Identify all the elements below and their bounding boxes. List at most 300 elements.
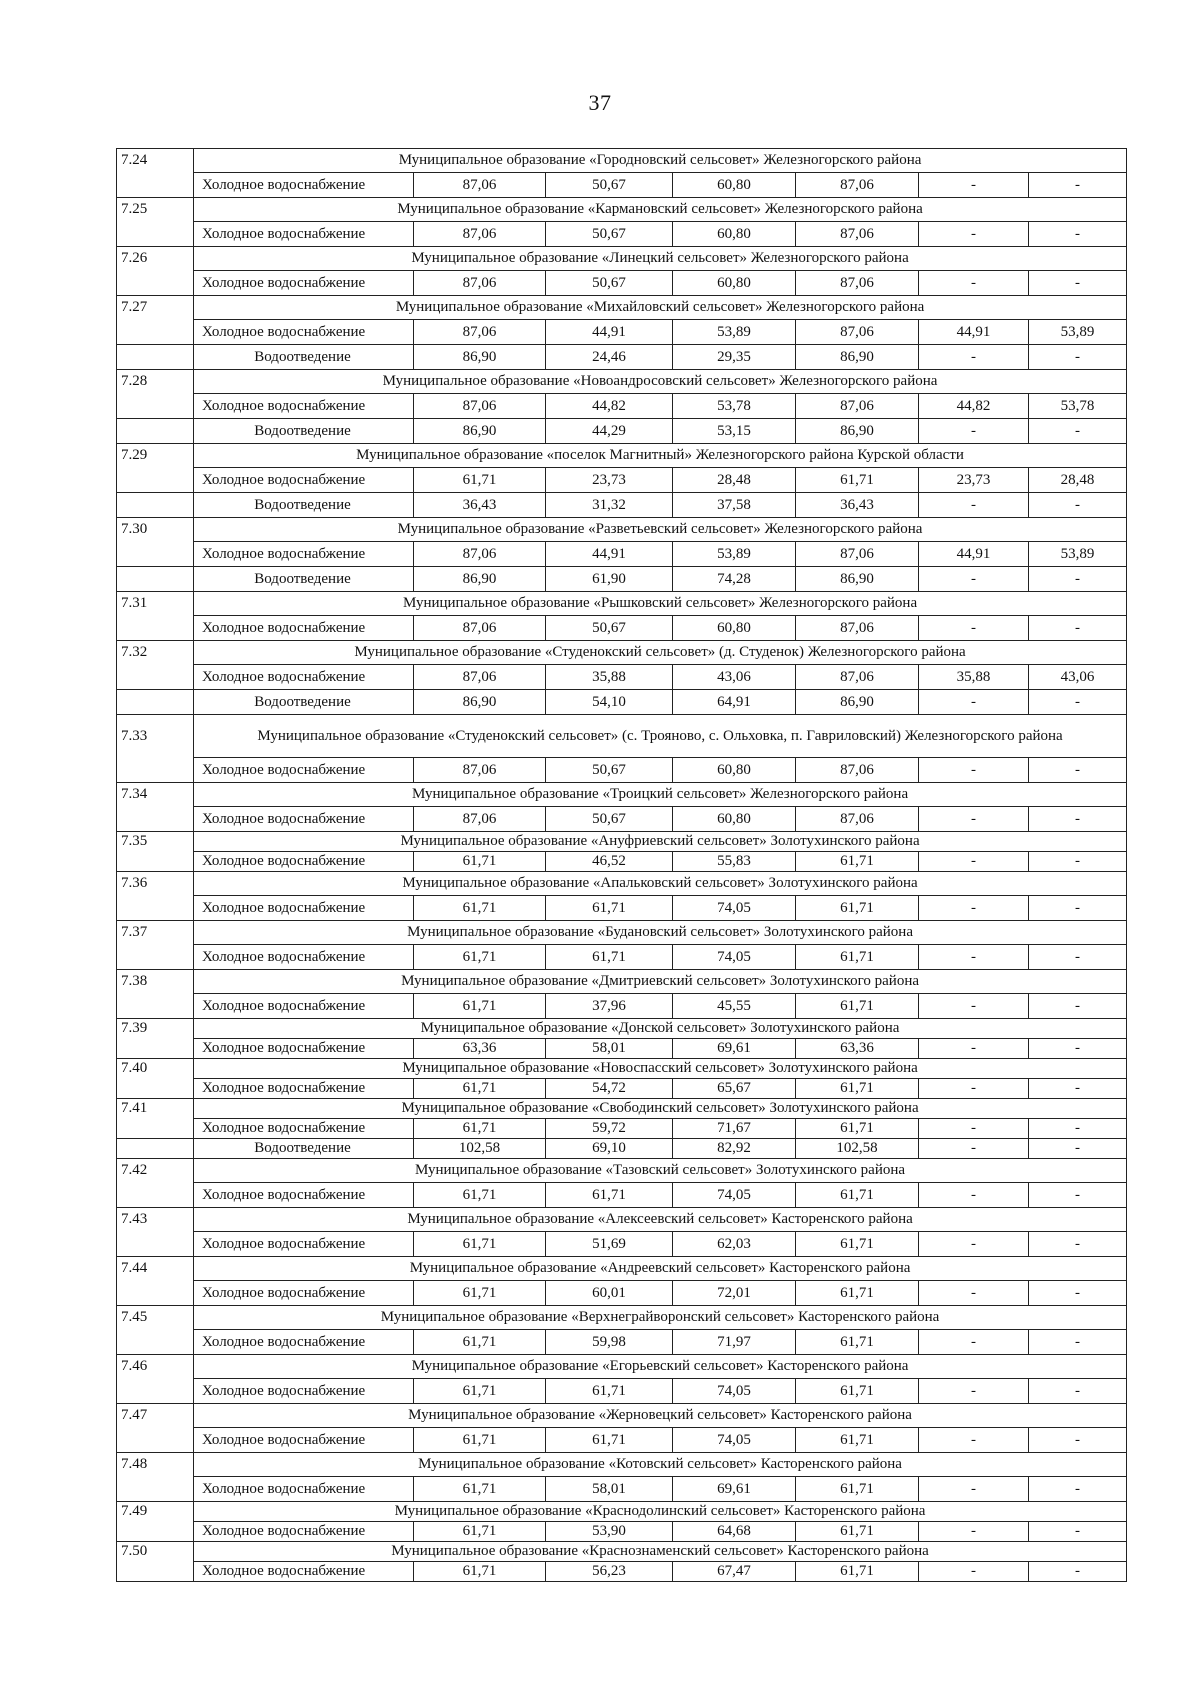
section-header-row: [117, 247, 1127, 271]
tariff-value-cell: 61,71: [414, 1330, 546, 1355]
tariff-value-cell: 28,48: [1029, 468, 1127, 493]
tariff-value-cell: 59,98: [546, 1330, 673, 1355]
row-number-cell: [117, 1281, 194, 1306]
row-number-cell: [117, 419, 194, 444]
tariff-value-cell: 53,89: [673, 542, 796, 567]
tariff-value-cell: 61,71: [414, 1232, 546, 1257]
tariff-value-cell: 56,23: [546, 1562, 673, 1582]
empty-value-cell: -: [919, 1281, 1029, 1306]
empty-value-cell: -: [919, 1079, 1029, 1099]
row-number-cell: [117, 896, 194, 921]
tariff-value-cell: 74,05: [673, 1183, 796, 1208]
tariff-value-cell: 50,67: [546, 222, 673, 247]
table-row: [117, 1379, 1127, 1404]
service-name: Холодное водоснабжение: [194, 173, 414, 198]
section-title: Муниципальное образование «Тазовский сельсовет» Золотухинского района: [194, 1159, 1127, 1183]
section-number: 7.26: [117, 247, 194, 271]
empty-value-cell: -: [919, 1522, 1029, 1542]
row-number-cell: [117, 567, 194, 592]
tariff-value-cell: 74,05: [673, 896, 796, 921]
empty-value-cell: -: [919, 1119, 1029, 1139]
service-name: Холодное водоснабжение: [194, 1039, 414, 1059]
service-name: Холодное водоснабжение: [194, 394, 414, 419]
table-row: [117, 1428, 1127, 1453]
tariff-value-cell: 82,92: [673, 1139, 796, 1159]
tariff-value-cell: 87,06: [414, 616, 546, 641]
section-number: 7.27: [117, 296, 194, 320]
row-number-cell: [117, 1330, 194, 1355]
tariff-value-cell: 87,06: [796, 173, 919, 198]
section-header-row: [117, 1019, 1127, 1039]
table-row: [117, 1183, 1127, 1208]
tariff-value-cell: 61,71: [414, 468, 546, 493]
tariff-value-cell: 53,15: [673, 419, 796, 444]
section-header-row: [117, 518, 1127, 542]
section-number: 7.36: [117, 872, 194, 896]
tariff-value-cell: 61,71: [414, 1477, 546, 1502]
tariff-value-cell: 61,71: [796, 1522, 919, 1542]
tariff-value-cell: 62,03: [673, 1232, 796, 1257]
section-number: 7.50: [117, 1542, 194, 1562]
section-header-row: [117, 370, 1127, 394]
section-title: Муниципальное образование «Донской сельсовет» Золотухинского района: [194, 1019, 1127, 1039]
tariff-value-cell: 60,80: [673, 616, 796, 641]
tariff-value-cell: 86,90: [796, 567, 919, 592]
tariff-value-cell: 86,90: [796, 419, 919, 444]
tariff-value-cell: 44,82: [546, 394, 673, 419]
tariff-value-cell: 86,90: [414, 690, 546, 715]
section-header-row: [117, 198, 1127, 222]
tariff-value-cell: 86,90: [414, 419, 546, 444]
table-row: [117, 896, 1127, 921]
tariff-value-cell: 87,06: [414, 758, 546, 783]
section-number: 7.46: [117, 1355, 194, 1379]
row-number-cell: [117, 1039, 194, 1059]
tariff-value-cell: 60,80: [673, 222, 796, 247]
empty-value-cell: -: [919, 1428, 1029, 1453]
tariff-value-cell: 60,80: [673, 807, 796, 832]
tariff-value-cell: 71,97: [673, 1330, 796, 1355]
empty-value-cell: -: [1029, 1330, 1127, 1355]
tariff-value-cell: 61,71: [796, 1183, 919, 1208]
empty-value-cell: -: [919, 1562, 1029, 1582]
service-name: Холодное водоснабжение: [194, 1119, 414, 1139]
tariff-value-cell: 74,05: [673, 1379, 796, 1404]
tariff-value-cell: 61,71: [546, 945, 673, 970]
row-number-cell: [117, 1428, 194, 1453]
tariff-value-cell: 44,91: [919, 542, 1029, 567]
tariff-value-cell: 61,71: [414, 1428, 546, 1453]
empty-value-cell: -: [1029, 758, 1127, 783]
tariff-value-cell: 61,71: [796, 945, 919, 970]
empty-value-cell: -: [919, 419, 1029, 444]
row-number-cell: [117, 173, 194, 198]
tariff-value-cell: 50,67: [546, 616, 673, 641]
tariff-value-cell: 69,10: [546, 1139, 673, 1159]
empty-value-cell: -: [1029, 1562, 1127, 1582]
section-header-row: [117, 641, 1127, 665]
tariff-value-cell: 61,71: [796, 1330, 919, 1355]
empty-value-cell: -: [1029, 852, 1127, 872]
tariff-value-cell: 87,06: [414, 271, 546, 296]
row-number-cell: [117, 1119, 194, 1139]
tariff-value-cell: 87,06: [414, 320, 546, 345]
tariff-value-cell: 50,67: [546, 271, 673, 296]
section-header-row: [117, 1453, 1127, 1477]
section-number: 7.35: [117, 832, 194, 852]
section-number: 7.37: [117, 921, 194, 945]
empty-value-cell: -: [919, 1232, 1029, 1257]
section-header-row: [117, 832, 1127, 852]
empty-value-cell: -: [919, 1330, 1029, 1355]
service-name: Холодное водоснабжение: [194, 758, 414, 783]
row-number-cell: [117, 542, 194, 567]
tariff-value-cell: 36,43: [796, 493, 919, 518]
tariff-value-cell: 87,06: [796, 807, 919, 832]
empty-value-cell: -: [919, 1039, 1029, 1059]
row-number-cell: [117, 394, 194, 419]
section-header-row: [117, 1059, 1127, 1079]
empty-value-cell: -: [919, 852, 1029, 872]
tariff-value-cell: 61,71: [796, 1079, 919, 1099]
table-row: [117, 1119, 1127, 1139]
service-name: Водоотведение: [194, 493, 414, 518]
empty-value-cell: -: [919, 1477, 1029, 1502]
tariff-value-cell: 87,06: [414, 665, 546, 690]
tariff-value-cell: 61,71: [796, 896, 919, 921]
tariff-value-cell: 61,71: [414, 896, 546, 921]
tariff-value-cell: 61,71: [414, 1522, 546, 1542]
row-number-cell: [117, 271, 194, 296]
tariff-value-cell: 43,06: [1029, 665, 1127, 690]
table-row: [117, 1232, 1127, 1257]
service-name: Холодное водоснабжение: [194, 1183, 414, 1208]
service-name: Холодное водоснабжение: [194, 468, 414, 493]
row-number-cell: [117, 468, 194, 493]
tariff-value-cell: 86,90: [796, 690, 919, 715]
tariff-value-cell: 60,01: [546, 1281, 673, 1306]
table-row: [117, 468, 1127, 493]
tariff-value-cell: 50,67: [546, 173, 673, 198]
section-title: Муниципальное образование «Верхнеграйворонский сельсовет» Касторенского района: [194, 1306, 1127, 1330]
tariff-value-cell: 65,67: [673, 1079, 796, 1099]
empty-value-cell: -: [1029, 1477, 1127, 1502]
table-row: [117, 173, 1127, 198]
table-row: [117, 665, 1127, 690]
table-row: [117, 1039, 1127, 1059]
section-title: Муниципальное образование «Котовский сельсовет» Касторенского района: [194, 1453, 1127, 1477]
section-title: Муниципальное образование «Андреевский сельсовет» Касторенского района: [194, 1257, 1127, 1281]
service-name: Холодное водоснабжение: [194, 1379, 414, 1404]
tariff-value-cell: 74,28: [673, 567, 796, 592]
section-header-row: [117, 1404, 1127, 1428]
service-name: Холодное водоснабжение: [194, 320, 414, 345]
tariff-value-cell: 44,91: [546, 320, 673, 345]
service-name: Холодное водоснабжение: [194, 1281, 414, 1306]
section-header-row: [117, 1355, 1127, 1379]
tariff-value-cell: 31,32: [546, 493, 673, 518]
table-row: [117, 994, 1127, 1019]
tariff-value-cell: 61,71: [414, 1281, 546, 1306]
service-name: Холодное водоснабжение: [194, 1562, 414, 1582]
section-title: Муниципальное образование «Жерновецкий сельсовет» Касторенского района: [194, 1404, 1127, 1428]
section-number: 7.30: [117, 518, 194, 542]
section-title: Муниципальное образование «Егорьевский сельсовет» Касторенского района: [194, 1355, 1127, 1379]
tariff-value-cell: 61,71: [796, 1119, 919, 1139]
row-number-cell: [117, 1232, 194, 1257]
service-name: Холодное водоснабжение: [194, 994, 414, 1019]
section-title: Муниципальное образование «Дмитриевский сельсовет» Золотухинского района: [194, 970, 1127, 994]
tariff-value-cell: 54,72: [546, 1079, 673, 1099]
tariff-value-cell: 29,35: [673, 345, 796, 370]
tariff-value-cell: 61,71: [414, 1379, 546, 1404]
table-row: [117, 1477, 1127, 1502]
empty-value-cell: -: [1029, 1379, 1127, 1404]
service-name: Холодное водоснабжение: [194, 1232, 414, 1257]
tariff-value-cell: 87,06: [796, 616, 919, 641]
empty-value-cell: -: [919, 945, 1029, 970]
table-row: [117, 1281, 1127, 1306]
table-row: [117, 222, 1127, 247]
tariff-value-cell: 61,71: [546, 1428, 673, 1453]
tariff-value-cell: 60,80: [673, 758, 796, 783]
row-number-cell: [117, 616, 194, 641]
empty-value-cell: -: [1029, 271, 1127, 296]
tariff-value-cell: 55,83: [673, 852, 796, 872]
page-number: 37: [588, 90, 612, 115]
empty-value-cell: -: [1029, 945, 1127, 970]
section-number: 7.32: [117, 641, 194, 665]
section-number: 7.31: [117, 592, 194, 616]
section-title: Муниципальное образование «Разветьевский сельсовет» Железногорского района: [194, 518, 1127, 542]
empty-value-cell: -: [919, 222, 1029, 247]
table-row: [117, 1079, 1127, 1099]
empty-value-cell: -: [919, 758, 1029, 783]
section-title: Муниципальное образование «Апальковский сельсовет» Золотухинского района: [194, 872, 1127, 896]
section-title: Муниципальное образование «Студенокский сельсовет» (с. Трояново, с. Ольховка, п. Гавриловский) Железногорского района: [194, 715, 1127, 758]
section-header-row: [117, 1306, 1127, 1330]
tariff-value-cell: 87,06: [796, 320, 919, 345]
row-number-cell: [117, 1183, 194, 1208]
section-header-row: [117, 1502, 1127, 1522]
section-number: 7.41: [117, 1099, 194, 1119]
section-header-row: [117, 1099, 1127, 1119]
empty-value-cell: -: [919, 173, 1029, 198]
empty-value-cell: -: [1029, 1119, 1127, 1139]
section-number: 7.24: [117, 149, 194, 173]
tariff-value-cell: 74,05: [673, 1428, 796, 1453]
tariff-value-cell: 87,06: [414, 542, 546, 567]
empty-value-cell: -: [1029, 1039, 1127, 1059]
empty-value-cell: -: [1029, 690, 1127, 715]
tariff-value-cell: 71,67: [673, 1119, 796, 1139]
section-title: Муниципальное образование «Троицкий сельсовет» Железногорского района: [194, 783, 1127, 807]
tariff-value-cell: 61,71: [414, 852, 546, 872]
tariff-value-cell: 35,88: [919, 665, 1029, 690]
tariff-value-cell: 53,89: [673, 320, 796, 345]
tariff-value-cell: 63,36: [796, 1039, 919, 1059]
tariff-value-cell: 86,90: [414, 345, 546, 370]
empty-value-cell: -: [1029, 567, 1127, 592]
tariff-value-cell: 60,80: [673, 173, 796, 198]
section-title: Муниципальное образование «Новоспасский сельсовет» Золотухинского района: [194, 1059, 1127, 1079]
tariff-value-cell: 46,52: [546, 852, 673, 872]
tariff-value-cell: 37,96: [546, 994, 673, 1019]
table-row: [117, 1139, 1127, 1159]
section-header-row: [117, 592, 1127, 616]
empty-value-cell: -: [919, 896, 1029, 921]
tariff-value-cell: 50,67: [546, 807, 673, 832]
section-title: Муниципальное образование «Ануфриевский сельсовет» Золотухинского района: [194, 832, 1127, 852]
tariff-value-cell: 87,06: [796, 271, 919, 296]
tariff-value-cell: 67,47: [673, 1562, 796, 1582]
section-header-row: [117, 1257, 1127, 1281]
section-header-row: [117, 444, 1127, 468]
section-title: Муниципальное образование «Будановский сельсовет» Золотухинского района: [194, 921, 1127, 945]
table-row: [117, 493, 1127, 518]
empty-value-cell: -: [919, 567, 1029, 592]
empty-value-cell: -: [1029, 1522, 1127, 1542]
tariff-value-cell: 58,01: [546, 1477, 673, 1502]
row-number-cell: [117, 1379, 194, 1404]
service-name: Водоотведение: [194, 567, 414, 592]
empty-value-cell: -: [1029, 1139, 1127, 1159]
empty-value-cell: -: [919, 807, 1029, 832]
table-row: [117, 1562, 1127, 1582]
section-title: Муниципальное образование «Алексеевский сельсовет» Касторенского района: [194, 1208, 1127, 1232]
tariff-value-cell: 43,06: [673, 665, 796, 690]
table-row: [117, 616, 1127, 641]
section-number: 7.39: [117, 1019, 194, 1039]
tariff-value-cell: 61,71: [796, 468, 919, 493]
empty-value-cell: -: [919, 345, 1029, 370]
service-name: Холодное водоснабжение: [194, 945, 414, 970]
empty-value-cell: -: [1029, 616, 1127, 641]
tariff-value-cell: 44,29: [546, 419, 673, 444]
row-number-cell: [117, 222, 194, 247]
service-name: Водоотведение: [194, 690, 414, 715]
tariff-value-cell: 23,73: [919, 468, 1029, 493]
table-row: [117, 542, 1127, 567]
tariff-value-cell: 61,71: [796, 1281, 919, 1306]
tariff-value-cell: 87,06: [796, 665, 919, 690]
tariff-value-cell: 44,91: [546, 542, 673, 567]
table-row: [117, 394, 1127, 419]
tariff-value-cell: 61,71: [414, 1562, 546, 1582]
section-title: Муниципальное образование «Линецкий сельсовет» Железногорского района: [194, 247, 1127, 271]
tariff-value-cell: 64,68: [673, 1522, 796, 1542]
tariff-value-cell: 61,71: [796, 1477, 919, 1502]
section-header-row: [117, 872, 1127, 896]
tariff-value-cell: 61,71: [414, 1183, 546, 1208]
section-title: Муниципальное образование «Свободинский сельсовет» Золотухинского района: [194, 1099, 1127, 1119]
tariff-value-cell: 87,06: [796, 394, 919, 419]
tariff-value-cell: 35,88: [546, 665, 673, 690]
service-name: Холодное водоснабжение: [194, 1522, 414, 1542]
section-title: Муниципальное образование «поселок Магнитный» Железногорского района Курской области: [194, 444, 1127, 468]
table-row: [117, 852, 1127, 872]
service-name: Холодное водоснабжение: [194, 1330, 414, 1355]
section-number: 7.45: [117, 1306, 194, 1330]
empty-value-cell: -: [919, 994, 1029, 1019]
tariff-value-cell: 61,90: [546, 567, 673, 592]
service-name: Холодное водоснабжение: [194, 852, 414, 872]
tariff-value-cell: 60,80: [673, 271, 796, 296]
empty-value-cell: -: [1029, 1232, 1127, 1257]
row-number-cell: [117, 1139, 194, 1159]
row-number-cell: [117, 1477, 194, 1502]
section-header-row: [117, 149, 1127, 173]
section-header-row: [117, 1159, 1127, 1183]
empty-value-cell: -: [1029, 1428, 1127, 1453]
tariff-value-cell: 61,71: [796, 1562, 919, 1582]
service-name: Водоотведение: [194, 345, 414, 370]
table-row: [117, 807, 1127, 832]
section-number: 7.40: [117, 1059, 194, 1079]
section-number: 7.48: [117, 1453, 194, 1477]
empty-value-cell: -: [1029, 807, 1127, 832]
tariff-value-cell: 61,71: [414, 1119, 546, 1139]
tariff-value-cell: 61,71: [546, 896, 673, 921]
row-number-cell: [117, 1522, 194, 1542]
row-number-cell: [117, 852, 194, 872]
section-number: 7.25: [117, 198, 194, 222]
table-row: [117, 271, 1127, 296]
empty-value-cell: -: [1029, 419, 1127, 444]
tariff-value-cell: 61,71: [796, 1428, 919, 1453]
empty-value-cell: -: [919, 271, 1029, 296]
service-name: Водоотведение: [194, 419, 414, 444]
tariff-value-cell: 53,78: [1029, 394, 1127, 419]
tariff-value-cell: 87,06: [414, 394, 546, 419]
tariff-value-cell: 24,46: [546, 345, 673, 370]
service-name: Холодное водоснабжение: [194, 616, 414, 641]
tariff-value-cell: 87,06: [796, 758, 919, 783]
tariff-value-cell: 74,05: [673, 945, 796, 970]
tariff-value-cell: 61,71: [796, 994, 919, 1019]
row-number-cell: [117, 807, 194, 832]
section-header-row: [117, 921, 1127, 945]
section-number: 7.38: [117, 970, 194, 994]
tariff-value-cell: 72,01: [673, 1281, 796, 1306]
tariff-value-cell: 53,90: [546, 1522, 673, 1542]
table-row: [117, 345, 1127, 370]
tariff-value-cell: 58,01: [546, 1039, 673, 1059]
tariff-value-cell: 54,10: [546, 690, 673, 715]
section-title: Муниципальное образование «Краснодолинский сельсовет» Касторенского района: [194, 1502, 1127, 1522]
row-number-cell: [117, 493, 194, 518]
empty-value-cell: -: [1029, 896, 1127, 921]
empty-value-cell: -: [919, 1139, 1029, 1159]
tariff-value-cell: 44,91: [919, 320, 1029, 345]
tariff-value-cell: 61,71: [796, 1379, 919, 1404]
tariff-value-cell: 28,48: [673, 468, 796, 493]
row-number-cell: [117, 945, 194, 970]
section-number: 7.42: [117, 1159, 194, 1183]
tariff-value-cell: 36,43: [414, 493, 546, 518]
tariff-value-cell: 87,06: [796, 222, 919, 247]
table-row: [117, 758, 1127, 783]
tariff-value-cell: 23,73: [546, 468, 673, 493]
tariff-value-cell: 37,58: [673, 493, 796, 518]
row-number-cell: [117, 758, 194, 783]
section-number: 7.47: [117, 1404, 194, 1428]
row-number-cell: [117, 1562, 194, 1582]
section-header-row: [117, 1208, 1127, 1232]
tariff-value-cell: 44,82: [919, 394, 1029, 419]
section-title: Муниципальное образование «Новоандросовский сельсовет» Железногорского района: [194, 370, 1127, 394]
section-title: Муниципальное образование «Кармановский сельсовет» Железногорского района: [194, 198, 1127, 222]
